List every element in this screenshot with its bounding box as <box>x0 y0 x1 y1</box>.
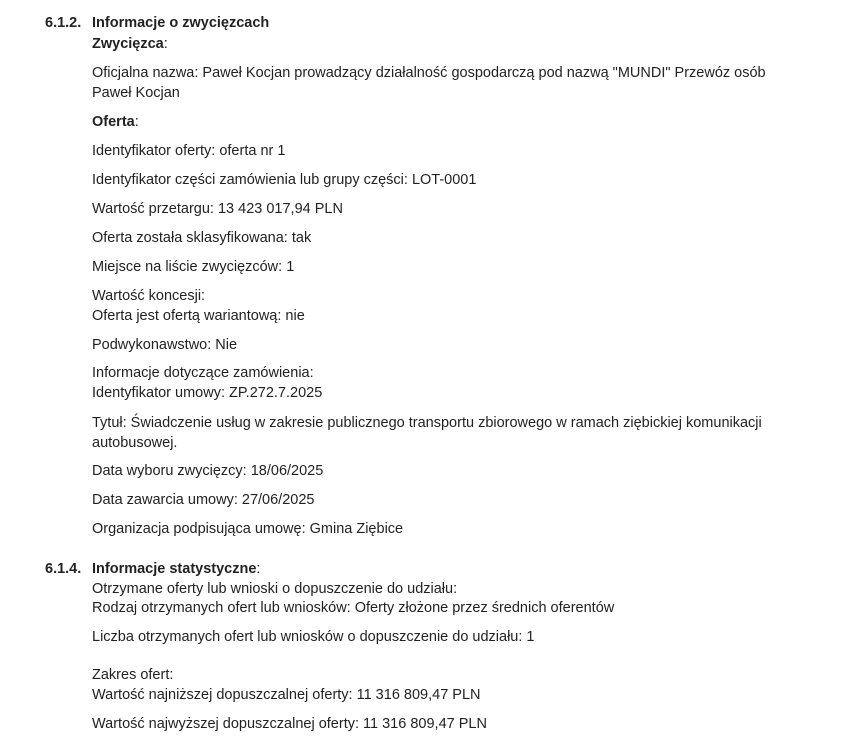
section-number: 6.1.4. <box>45 561 82 577</box>
section-title: Informacje o zwycięzcach <box>92 15 270 31</box>
range-label: Zakres ofert: <box>92 667 174 683</box>
subcontracting: Podwykonawstwo: Nie <box>92 337 238 353</box>
offer-label: Oferta <box>92 114 135 130</box>
offer-id: Identyfikator oferty: oferta nr 1 <box>92 143 286 159</box>
contract-id: Identyfikator umowy: ZP.272.7.2025 <box>92 385 323 401</box>
offer-heading: Oferta: <box>92 114 139 130</box>
official-name: Oficjalna nazwa: Paweł Kocjan prowadzący działalność gospodarczą pod nazwą "MUNDI" Przewóz osób Paweł Kocjan <box>92 65 766 101</box>
contract-title: Tytuł: Świadczenie usług w zakresie publicznego transportu zbiorowego w ramach ziębickiej komunikacji autobusowej. <box>92 415 762 451</box>
selection-date: Data wyboru zwycięzcy: 18/06/2025 <box>92 463 324 479</box>
contract-info-label: Informacje dotyczące zamówienia: <box>92 365 314 381</box>
variant-offer: Oferta jest ofertą wariantową: nie <box>92 308 305 324</box>
winner-heading: Zwycięzca: <box>92 36 168 52</box>
received-label: Otrzymane oferty lub wnioski o dopuszczenie do udziału: <box>92 581 458 597</box>
lowest-value: Wartość najniższej dopuszczalnej oferty: 11 316 809,47 PLN <box>92 687 481 703</box>
section-title-row: Informacje statystyczne: <box>92 561 261 577</box>
section-number: 6.1.2. <box>45 15 82 31</box>
section-title: Informacje statystyczne <box>92 561 257 577</box>
received-count: Liczba otrzymanych ofert lub wniosków o dopuszczenie do udziału: 1 <box>92 629 535 645</box>
rank-place: Miejsce na liście zwycięzców: 1 <box>92 259 295 275</box>
winner-label: Zwycięzca <box>92 36 164 52</box>
concession-value: Wartość koncesji: <box>92 288 206 304</box>
received-type: Rodzaj otrzymanych ofert lub wniosków: Oferty złożone przez średnich oferentów <box>92 600 615 616</box>
tender-value: Wartość przetargu: 13 423 017,94 PLN <box>92 201 343 217</box>
conclusion-date: Data zawarcia umowy: 27/06/2025 <box>92 492 315 508</box>
lot-id: Identyfikator części zamówienia lub grupy części: LOT-0001 <box>92 172 477 188</box>
ranked: Oferta została sklasyfikowana: tak <box>92 230 312 246</box>
highest-value: Wartość najwyższej dopuszczalnej oferty: 11 316 809,47 PLN <box>92 716 487 732</box>
signing-organization: Organizacja podpisująca umowę: Gmina Ziębice <box>92 521 404 537</box>
